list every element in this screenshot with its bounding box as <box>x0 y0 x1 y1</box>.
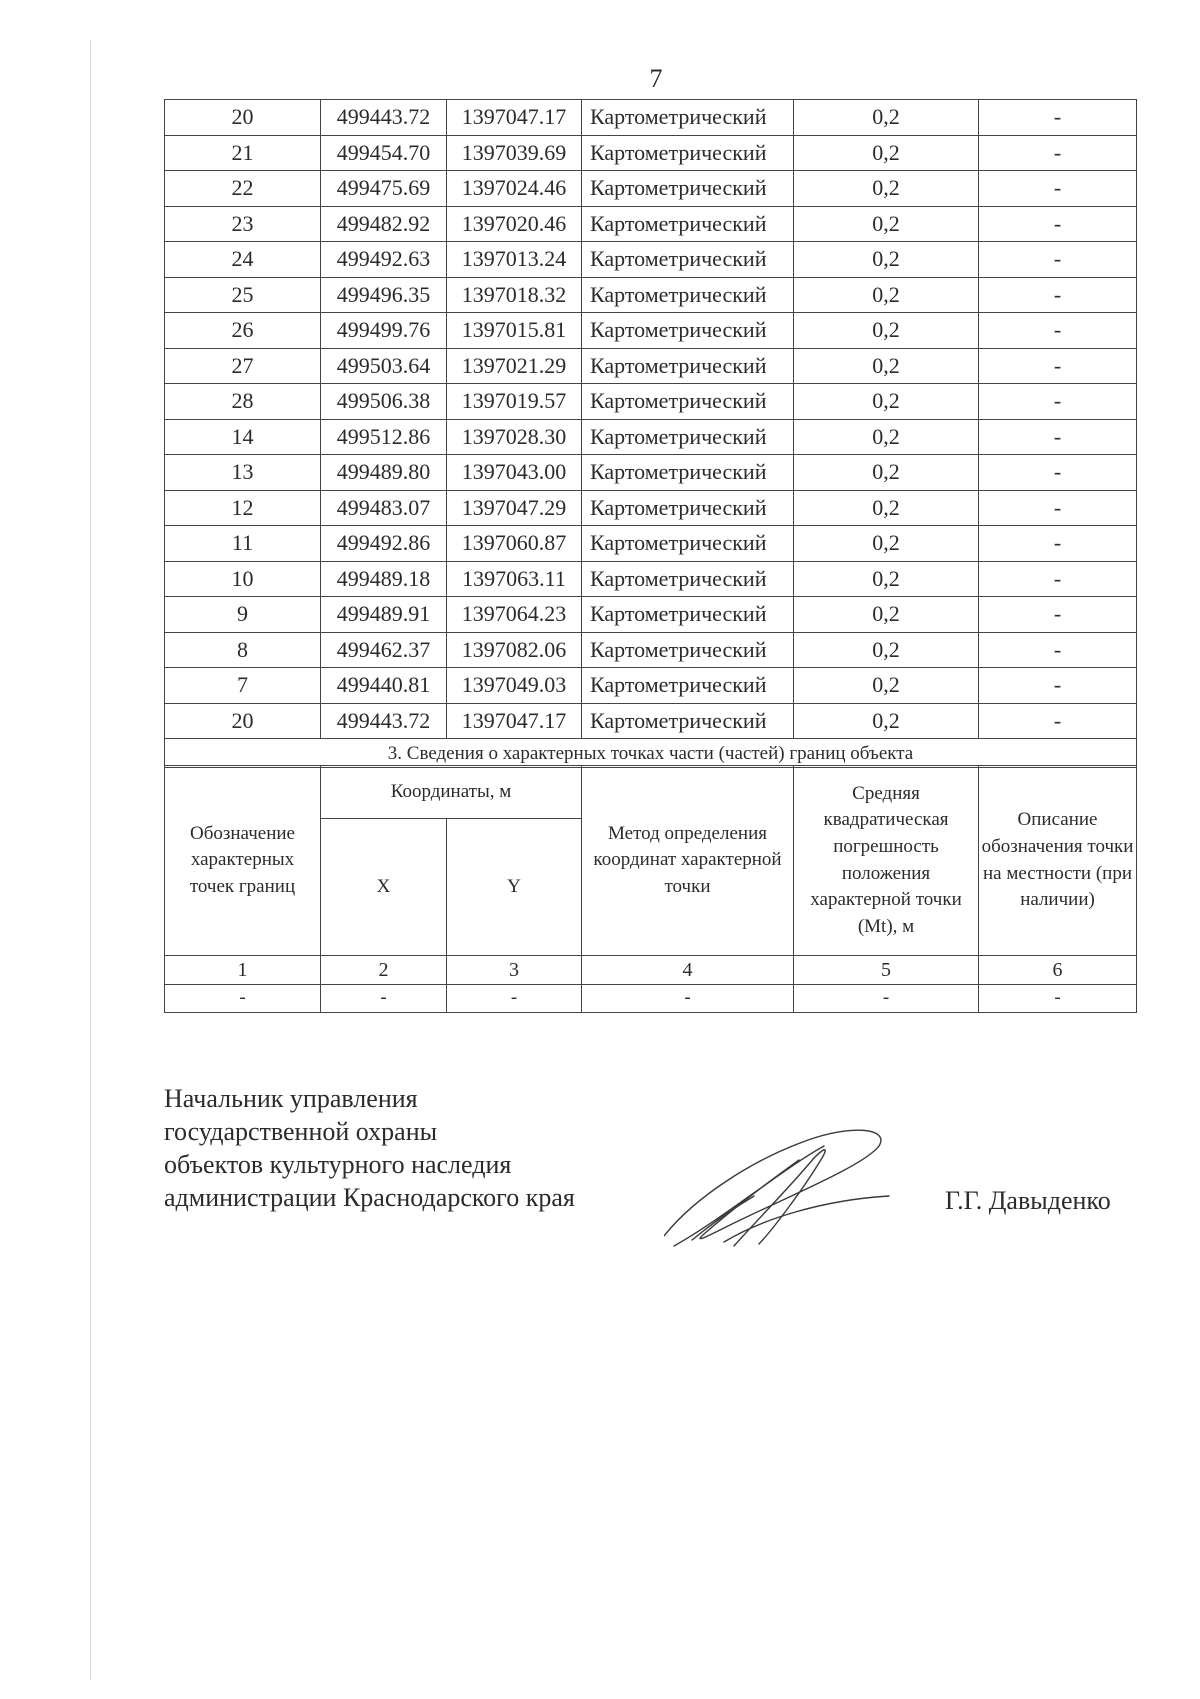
point-id-cell: 26 <box>165 313 321 349</box>
error-cell: 0,2 <box>794 384 979 420</box>
x-coordinate-cell: 499462.37 <box>321 632 447 668</box>
empty-cell: - <box>979 985 1137 1013</box>
x-coordinate-cell: 499492.86 <box>321 526 447 562</box>
column-number: 2 <box>321 956 447 985</box>
point-id-cell: 7 <box>165 668 321 704</box>
header-coordinates: Координаты, м <box>321 766 582 819</box>
header-y: Y <box>447 819 582 956</box>
x-coordinate-cell: 499499.76 <box>321 313 447 349</box>
table-row <box>165 171 1137 207</box>
error-cell: 0,2 <box>794 597 979 633</box>
point-id-cell: 22 <box>165 171 321 207</box>
description-cell: - <box>979 100 1137 136</box>
method-cell: Картометрический <box>582 490 794 526</box>
method-cell: Картометрический <box>582 526 794 562</box>
point-id-cell: 25 <box>165 277 321 313</box>
column-number: 6 <box>979 956 1137 985</box>
description-cell: - <box>979 171 1137 207</box>
point-id-cell: 21 <box>165 135 321 171</box>
table-row <box>165 561 1137 597</box>
page-number: 7 <box>649 64 663 93</box>
y-coordinate-cell: 1397028.30 <box>447 419 582 455</box>
point-id-cell: 14 <box>165 419 321 455</box>
description-cell: - <box>979 490 1137 526</box>
y-coordinate-cell: 1397018.32 <box>447 277 582 313</box>
description-cell: - <box>979 419 1137 455</box>
method-cell: Картометрический <box>582 703 794 739</box>
column-number-row <box>165 956 1137 985</box>
method-cell: Картометрический <box>582 597 794 633</box>
method-cell: Картометрический <box>582 384 794 420</box>
table-row <box>165 597 1137 633</box>
description-cell: - <box>979 561 1137 597</box>
y-coordinate-cell: 1397082.06 <box>447 632 582 668</box>
y-coordinate-cell: 1397024.46 <box>447 171 582 207</box>
y-coordinate-cell: 1397049.03 <box>447 668 582 704</box>
description-cell: - <box>979 348 1137 384</box>
y-coordinate-cell: 1397020.46 <box>447 206 582 242</box>
method-cell: Картометрический <box>582 313 794 349</box>
point-id-cell: 10 <box>165 561 321 597</box>
description-cell: - <box>979 668 1137 704</box>
table-row <box>165 242 1137 278</box>
method-cell: Картометрический <box>582 419 794 455</box>
x-coordinate-cell: 499489.80 <box>321 455 447 491</box>
x-coordinate-cell: 499512.86 <box>321 419 447 455</box>
point-id-cell: 8 <box>165 632 321 668</box>
point-id-cell: 11 <box>165 526 321 562</box>
empty-cell: - <box>165 985 321 1013</box>
description-cell: - <box>979 384 1137 420</box>
table-row <box>165 384 1137 420</box>
description-cell: - <box>979 135 1137 171</box>
y-coordinate-cell: 1397047.29 <box>447 490 582 526</box>
handwritten-signature <box>664 1118 896 1248</box>
method-cell: Картометрический <box>582 100 794 136</box>
table-row <box>165 490 1137 526</box>
signatory-name: Г.Г. Давыденко <box>945 1186 1111 1215</box>
y-coordinate-cell: 1397064.23 <box>447 597 582 633</box>
y-coordinate-cell: 1397019.57 <box>447 384 582 420</box>
description-cell: - <box>979 526 1137 562</box>
method-cell: Картометрический <box>582 455 794 491</box>
header-row-top <box>165 766 1137 819</box>
x-coordinate-cell: 499475.69 <box>321 171 447 207</box>
error-cell: 0,2 <box>794 135 979 171</box>
empty-data-row <box>165 985 1137 1013</box>
point-id-cell: 9 <box>165 597 321 633</box>
description-cell: - <box>979 242 1137 278</box>
header-x: X <box>321 819 447 956</box>
empty-cell: - <box>582 985 794 1013</box>
x-coordinate-cell: 499440.81 <box>321 668 447 704</box>
x-coordinate-cell: 499489.91 <box>321 597 447 633</box>
method-cell: Картометрический <box>582 668 794 704</box>
y-coordinate-cell: 1397060.87 <box>447 526 582 562</box>
section-title: 3. Сведения о характерных точках части (частей) границ объекта <box>165 739 1137 768</box>
column-number: 4 <box>582 956 794 985</box>
y-coordinate-cell: 1397013.24 <box>447 242 582 278</box>
table-row <box>165 277 1137 313</box>
signatory-position <box>164 1082 575 1214</box>
table-row <box>165 348 1137 384</box>
x-coordinate-cell: 499482.92 <box>321 206 447 242</box>
point-id-cell: 23 <box>165 206 321 242</box>
y-coordinate-cell: 1397021.29 <box>447 348 582 384</box>
y-coordinate-cell: 1397063.11 <box>447 561 582 597</box>
table-row <box>165 100 1137 136</box>
point-id-cell: 12 <box>165 490 321 526</box>
x-coordinate-cell: 499506.38 <box>321 384 447 420</box>
x-coordinate-cell: 499454.70 <box>321 135 447 171</box>
point-id-cell: 13 <box>165 455 321 491</box>
error-cell: 0,2 <box>794 277 979 313</box>
header-method: Метод определения координат характерной точки <box>582 766 794 956</box>
empty-cell: - <box>321 985 447 1013</box>
description-cell: - <box>979 277 1137 313</box>
method-cell: Картометрический <box>582 632 794 668</box>
position-line: Начальник управления <box>164 1084 418 1113</box>
error-cell: 0,2 <box>794 703 979 739</box>
error-cell: 0,2 <box>794 490 979 526</box>
description-cell: - <box>979 703 1137 739</box>
method-cell: Картометрический <box>582 171 794 207</box>
x-coordinate-cell: 499492.63 <box>321 242 447 278</box>
section-title-row <box>165 739 1137 768</box>
error-cell: 0,2 <box>794 561 979 597</box>
table-row <box>165 455 1137 491</box>
error-cell: 0,2 <box>794 526 979 562</box>
error-cell: 0,2 <box>794 632 979 668</box>
method-cell: Картометрический <box>582 277 794 313</box>
method-cell: Картометрический <box>582 348 794 384</box>
point-id-cell: 20 <box>165 100 321 136</box>
header-designation: Обозначение характерных точек границ <box>165 766 321 956</box>
header-description: Описание обозначения точки на местности (при наличии) <box>979 766 1137 956</box>
error-cell: 0,2 <box>794 419 979 455</box>
position-line: объектов культурного наследия <box>164 1150 512 1179</box>
method-cell: Картометрический <box>582 135 794 171</box>
error-cell: 0,2 <box>794 668 979 704</box>
coordinates-table-body <box>165 100 1137 739</box>
error-cell: 0,2 <box>794 348 979 384</box>
table-row <box>165 526 1137 562</box>
y-coordinate-cell: 1397047.17 <box>447 100 582 136</box>
point-id-cell: 28 <box>165 384 321 420</box>
x-coordinate-cell: 499489.18 <box>321 561 447 597</box>
method-cell: Картометрический <box>582 561 794 597</box>
position-line: государственной охраны <box>164 1117 438 1146</box>
coordinates-table <box>164 99 1137 768</box>
table-row <box>165 668 1137 704</box>
position-line: администрации Краснодарского края <box>164 1183 575 1212</box>
y-coordinate-cell: 1397039.69 <box>447 135 582 171</box>
table-row <box>165 206 1137 242</box>
page-margin-line <box>90 40 91 1680</box>
description-cell: - <box>979 597 1137 633</box>
table-row <box>165 419 1137 455</box>
table-row <box>165 632 1137 668</box>
method-cell: Картометрический <box>582 206 794 242</box>
description-cell: - <box>979 455 1137 491</box>
error-cell: 0,2 <box>794 100 979 136</box>
error-cell: 0,2 <box>794 313 979 349</box>
x-coordinate-cell: 499483.07 <box>321 490 447 526</box>
point-id-cell: 20 <box>165 703 321 739</box>
empty-cell: - <box>447 985 582 1013</box>
x-coordinate-cell: 499443.72 <box>321 703 447 739</box>
x-coordinate-cell: 499503.64 <box>321 348 447 384</box>
error-cell: 0,2 <box>794 455 979 491</box>
column-number: 1 <box>165 956 321 985</box>
x-coordinate-cell: 499443.72 <box>321 100 447 136</box>
error-cell: 0,2 <box>794 206 979 242</box>
part-boundaries-table <box>164 765 1137 1013</box>
y-coordinate-cell: 1397047.17 <box>447 703 582 739</box>
method-cell: Картометрический <box>582 242 794 278</box>
x-coordinate-cell: 499496.35 <box>321 277 447 313</box>
point-id-cell: 24 <box>165 242 321 278</box>
point-id-cell: 27 <box>165 348 321 384</box>
column-number: 3 <box>447 956 582 985</box>
description-cell: - <box>979 206 1137 242</box>
error-cell: 0,2 <box>794 171 979 207</box>
table-row <box>165 135 1137 171</box>
empty-cell: - <box>794 985 979 1013</box>
table-row <box>165 703 1137 739</box>
y-coordinate-cell: 1397043.00 <box>447 455 582 491</box>
description-cell: - <box>979 313 1137 349</box>
header-error: Средняя квадратическая погрешность положения характерной точки (Mt), м <box>794 766 979 956</box>
error-cell: 0,2 <box>794 242 979 278</box>
description-cell: - <box>979 632 1137 668</box>
table-row <box>165 313 1137 349</box>
column-number: 5 <box>794 956 979 985</box>
y-coordinate-cell: 1397015.81 <box>447 313 582 349</box>
